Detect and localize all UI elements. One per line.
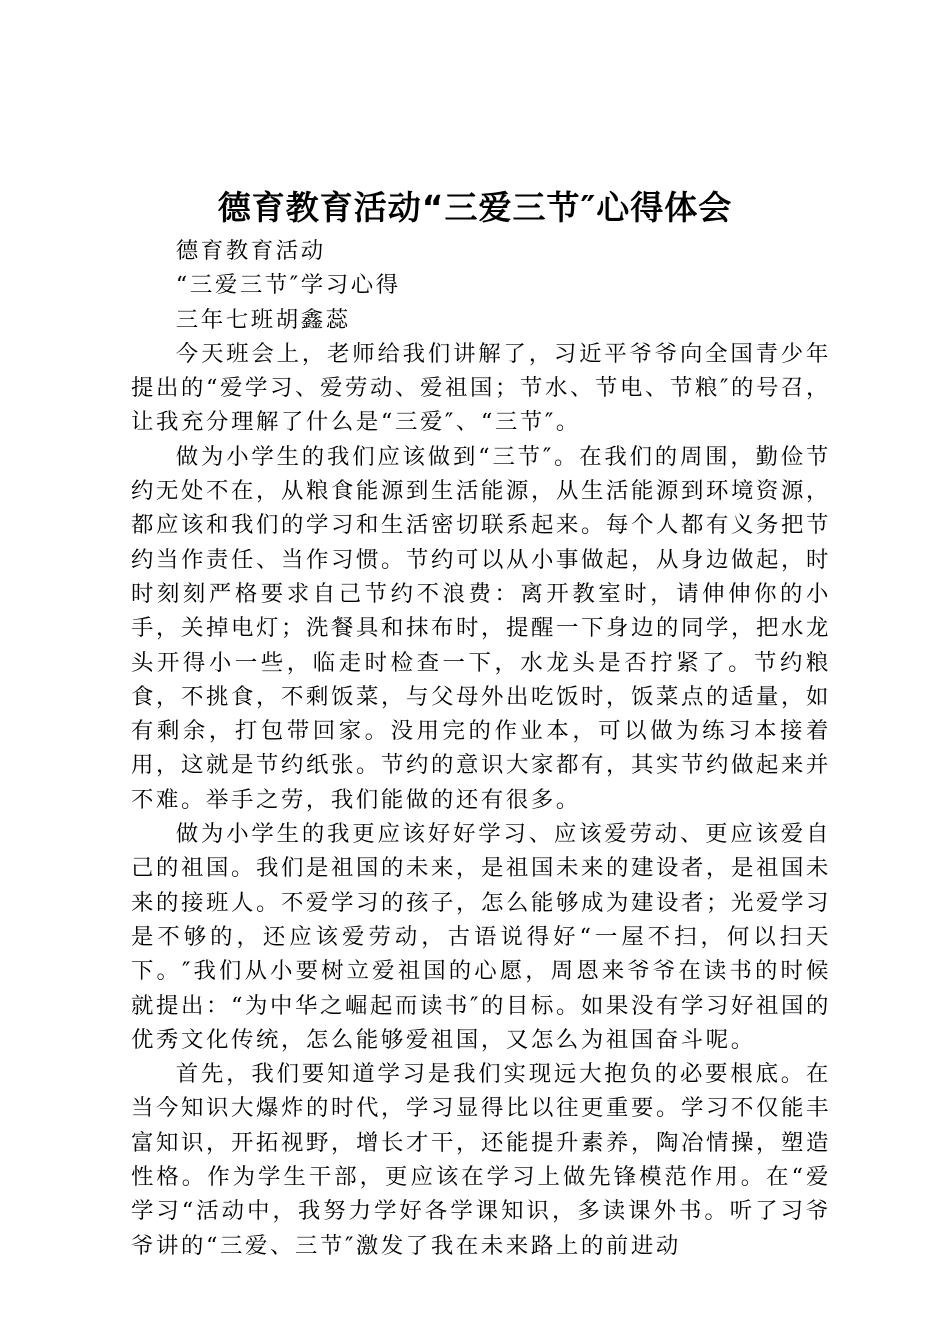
subtitle-line: 德育教育活动 bbox=[175, 238, 326, 264]
author-line: 三年七班胡鑫蕊 bbox=[175, 306, 351, 333]
subtitle-line: “三爱三节″学习心得 bbox=[175, 272, 401, 299]
paragraph: 做为小学生的我更应该好好学习、应该爱劳动、更应该爱自己的祖国。我们是祖国的未来，是祖国未来的建设者，是祖国未来的接班人。不爱学习的孩子，怎么能够成为建设者；光爱学习是不够的，还应该爱劳动，古语说得好“一屋不扫，何以扫天下。″我们从小要树立爱祖国的心愿，周恩来爷爷在读书的时候就提出：“为中华之崛起而读书″的目标。如果没有学习好祖国的优秀文化传统，怎么能够爱祖国，又怎么为祖国奋斗呢。 bbox=[131, 821, 831, 1053]
document-body bbox=[131, 234, 831, 1263]
document-title: 德育教育活动“三爱三节″心得体会 bbox=[217, 188, 733, 227]
paragraph: 今天班会上，老师给我们讲解了，习近平爷爷向全国青少年提出的“爱学习、爱劳动、爱祖国；节水、节电、节粮″的号召，让我充分理解了什么是“三爱″、“三节″。 bbox=[131, 340, 831, 436]
paragraph: 做为小学生的我们应该做到“三节″。在我们的周围，勤俭节约无处不在，从粮食能源到生活能源，从生活能源到环境资源，都应该和我们的学习和生活密切联系起来。每个人都有义务把节约当作责任、当作习惯。节约可以从小事做起，从身边做起，时时刻刻严格要求自己节约不浪费：离开教室时，请伸伸你的小手，关掉电灯；洗餐具和抹布时，提醒一下身边的同学，把水龙头开得小一些，临走时检查一下，水龙头是否拧紧了。节约粮食，不挑食，不剩饭菜，与父母外出吃饭时，饭菜点的适量，如有剩余，打包带回家。没用完的作业本，可以做为练习本接着用，这就是节约纸张。节约的意识大家都有，其实节约做起来并不难。举手之劳，我们能做的还有很多。 bbox=[131, 443, 831, 813]
paragraph: 首先，我们要知道学习是我们实现远大抱负的必要根底。在当今知识大爆炸的时代，学习显得比以往更重要。学习不仅能丰富知识，开拓视野，增长才干，还能提升素养，陶冶情操，塑造性格。作为学生干部，更应该在学习上做先锋模范作用。在“爱学习“活动中，我努力学好各学课知识，多读课外书。听了习爷爷讲的“三爱、三节″激发了我在未来路上的前进动 bbox=[131, 1061, 831, 1259]
